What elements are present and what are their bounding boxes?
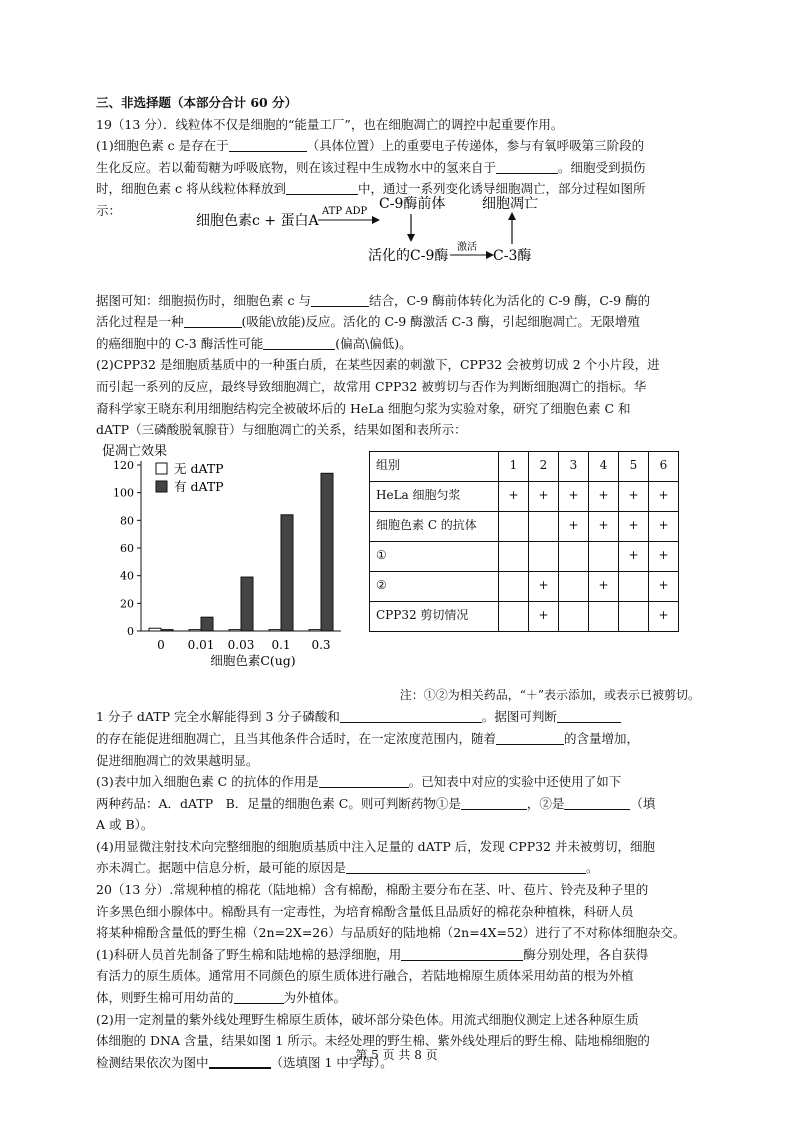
answer-blank[interactable] [229, 137, 307, 152]
y-tick-label: 60 [120, 541, 134, 555]
answer-blank[interactable] [184, 313, 242, 328]
q19-line: 亦未凋亡。据题中信息分析，最可能的原因是 。 [96, 860, 599, 876]
table-cell: + [649, 511, 679, 541]
x-tick-label: 0.3 [311, 637, 331, 652]
table-row [370, 601, 679, 631]
q19-line: 的癌细胞中的 C-3 酶活性可能 (偏高\偏低)。 [96, 335, 412, 351]
q20-line: (1)科研人员首先制备了野生棉和陆地棉的悬浮细胞，用 酶分别处理，各自获得 [96, 946, 649, 962]
table-row [370, 511, 679, 541]
q19-line: (4)用显微注射技术向完整细胞的细胞质基质中注入足量的 dATP 后，发现 CPP32 并未被剪切，细胞 [96, 838, 655, 854]
table-cell: + [619, 481, 649, 511]
chart-ylabel: 促凋亡效果 [102, 443, 168, 459]
q20-line: 体，则野生棉可用幼苗的 为外植体。 [96, 990, 347, 1006]
answer-blank[interactable] [286, 180, 358, 195]
table-cell: 5 [619, 451, 649, 481]
pathway-svg [96, 195, 700, 268]
q19-intro: 19（13 分）．线粒体不仅是细胞的“能量工厂”，也在细胞凋亡的调控中起重要作用。 [96, 116, 564, 132]
answer-blank[interactable] [557, 708, 621, 723]
q19-line: 活化过程是一种 (吸能\放能)反应。活化的 C-9 酶激活 C-3 酶，引起细胞凋亡。无限增殖 [96, 314, 640, 330]
q19-line: 的存在能促进细胞凋亡，且当其他条件合适时，在一定浓度范围内，随着 的含量增加， [96, 730, 640, 746]
y-tick-label: 40 [120, 569, 134, 583]
table-cell: + [559, 511, 589, 541]
answer-blank[interactable] [263, 335, 335, 350]
table-row-label: HeLa 细胞匀浆 [370, 481, 499, 511]
experiment-table [369, 451, 679, 632]
table-cell [559, 541, 589, 571]
q20-intro: 20（13 分）.常规种植的棉花（陆地棉）含有棉酚，棉酚主要分布在茎、叶、苞片、铃壳及种子里的 [96, 882, 649, 898]
q20-line: 有活力的原生质体。通常用不同颜色的原生质体进行融合，若陆地棉原生质体采用幼苗的根为外植 [96, 968, 634, 984]
answer-blank[interactable] [461, 795, 527, 810]
legend-label: 无 dATP [174, 460, 224, 476]
answer-blank[interactable] [311, 292, 369, 307]
table-cell: + [589, 481, 619, 511]
y-tick-label: 100 [113, 486, 134, 500]
q19-line: 而引起一系列的反应，最终导致细胞凋亡，故常用 CPP32 被剪切与否作为判断细胞凋亡的指标。华 [96, 378, 647, 394]
x-tick-label: 0.1 [271, 637, 291, 652]
q19-line: A 或 B）。 [96, 817, 154, 833]
table-row-label: ② [370, 571, 499, 601]
q19-line: 生化反应。若以葡萄糖为呼吸底物，则在该过程中生成物水中的氢来自于 。细胞受到损伤 [96, 159, 646, 175]
q19-line: dATP（三磷酸脱氧腺苷）与细胞凋亡的关系，结果如图和表所示： [96, 422, 467, 438]
answer-blank[interactable] [346, 859, 586, 874]
table-cell [529, 511, 559, 541]
table-cell [619, 571, 649, 601]
bar-with-datp [281, 515, 293, 631]
table-row-label: 组别 [370, 451, 499, 481]
table-cell: + [649, 571, 679, 601]
q20-line: 检测结果依次为图中 （选填图 1 中字母）。 [96, 1054, 393, 1070]
arrow-head [372, 216, 380, 224]
table-cell: + [649, 481, 679, 511]
arrow-head [407, 234, 415, 242]
table-cell: 3 [559, 451, 589, 481]
q19-line: 1 分子 dATP 完全水解能得到 3 分子磷酸和 。据图可判断 [96, 706, 700, 728]
table-cell: 4 [589, 451, 619, 481]
y-tick-label: 0 [127, 624, 134, 638]
q20-line: 将某种棉酚含量低的野生棉（2n=2X=26）与品质好的陆地棉（2n=4X=52）进行了不对称体细胞杂交。 [96, 925, 686, 941]
figure-area [96, 441, 700, 685]
answer-blank[interactable] [340, 708, 482, 723]
pathway-atp: ATP ADP [322, 205, 368, 217]
bar-no-datp [149, 628, 161, 631]
table-header-row [370, 451, 679, 481]
table-row-label: 细胞色素 C 的抗体 [370, 511, 499, 541]
table-cell [529, 541, 559, 571]
table-cell: 1 [499, 451, 529, 481]
y-tick-label: 80 [120, 514, 134, 528]
page-footer: 第 5 页 共 8 页 [355, 1048, 438, 1062]
pathway-apoptosis: 细胞凋亡 [482, 195, 538, 212]
table-cell: + [529, 481, 559, 511]
exam-page [96, 92, 700, 1073]
table-cell: + [559, 481, 589, 511]
answer-blank[interactable] [234, 989, 284, 1004]
table-row-label: ① [370, 541, 499, 571]
section-title: 三、非选择题（本部分合计 60 分） [96, 95, 298, 110]
q19-line: (3)表中加入细胞色素 C 的抗体的作用是 。已知表中对应的实验中还使用了如下 [96, 774, 622, 790]
chart-xlabel: 细胞色素C(ug) [210, 652, 296, 668]
answer-blank[interactable] [564, 795, 630, 810]
table-cell: + [649, 601, 679, 631]
bar-with-datp [241, 577, 253, 631]
pathway-diagram [96, 195, 700, 290]
answer-blank[interactable] [496, 159, 558, 174]
answer-blank[interactable] [401, 946, 523, 961]
x-tick-label: 0.01 [187, 637, 215, 652]
pathway-precursor: C-9酶前体 [379, 195, 446, 212]
y-tick-label: 20 [120, 597, 134, 611]
table-row [370, 571, 679, 601]
table-cell [499, 511, 529, 541]
x-tick-label: 0 [157, 637, 165, 652]
table-cell [499, 601, 529, 631]
q19-line: 裔科学家王晓东利用细胞结构完全被破坏后的 HeLa 细胞匀浆为实验对象，研究了细胞色素 C 和 [96, 400, 631, 416]
table-cell: + [619, 511, 649, 541]
table-row [370, 481, 679, 511]
table-cell: + [529, 601, 559, 631]
pathway-c3: C-3酶 [493, 247, 532, 264]
q19-line: (1)细胞色素 c 是存在于 （具体位置）上的重要电子传递体，参与有氧呼吸第三阶段的 [96, 138, 645, 154]
table-cell: + [619, 541, 649, 571]
q19-line: 示： [96, 202, 122, 218]
bar-no-datp [189, 629, 201, 630]
table-cell: + [589, 511, 619, 541]
table-cell [559, 571, 589, 601]
pathway-left: 细胞色素c + 蛋白A [196, 212, 319, 229]
table-note: 注：①②为相关药品，“＋”表示添加，或表示已被剪切。 [399, 687, 700, 702]
q19-line: 促进细胞凋亡的效果越明显。 [96, 752, 259, 768]
bar-with-datp [201, 617, 213, 631]
bar-chart [96, 441, 356, 685]
legend-label: 有 dATP [174, 478, 224, 494]
table-cell: 2 [529, 451, 559, 481]
table-cell: + [589, 571, 619, 601]
table-cell: 6 [649, 451, 679, 481]
answer-blank[interactable] [496, 730, 564, 745]
table-cell: + [529, 571, 559, 601]
table-row [370, 541, 679, 571]
table-cell: + [499, 481, 529, 511]
table-cell [559, 601, 589, 631]
q19-line: (2)CPP32 是细胞质基质中的一种蛋白质，在某些因素的刺激下，CPP32 会被剪切成 2 个小片段，进 [96, 357, 660, 373]
bar-with-datp [161, 629, 173, 630]
bar-no-datp [269, 629, 281, 630]
table-cell [589, 541, 619, 571]
arrow-head [508, 212, 516, 220]
table-cell [499, 571, 529, 601]
legend-swatch [156, 481, 167, 492]
q20-line: 体细胞的 DNA 含量，结果如图 1 所示。未经处理的野生棉、紫外线处理后的野生棉、陆地棉细胞的 [96, 1033, 650, 1049]
bar-with-datp [321, 473, 333, 631]
answer-blank[interactable] [319, 773, 409, 788]
table-cell: + [649, 541, 679, 571]
q19-line: 两种药品：A．dATP B．足量的细胞色素 C。则可判断药物①是 ，②是 （填 [96, 795, 656, 811]
table-row-label: CPP32 剪切情况 [370, 601, 499, 631]
table-cell [589, 601, 619, 631]
table-cell [619, 601, 649, 631]
pathway-active: 活化的C-9酶 [368, 247, 449, 264]
q20-line: 许多黑色细小腺体中。棉酚具有一定毒性，为培育棉酚含量低且品质好的棉花杂种植株，科研人员 [96, 903, 634, 919]
bar-no-datp [229, 629, 241, 630]
q20-line: (2)用一定剂量的紫外线处理野生棉原生质体，破坏部分染色体。用流式细胞仪测定上述各种原生质 [96, 1011, 639, 1027]
bar-no-datp [309, 629, 321, 630]
q19-line: 时，细胞色素 c 将从线粒体释放到 中，通过一系列变化诱导细胞凋亡，部分过程如图所 [96, 181, 646, 197]
pathway-activate-label: 激活 [457, 241, 477, 253]
legend-swatch [156, 463, 167, 474]
x-tick-label: 0.03 [227, 637, 255, 652]
table-cell [499, 541, 529, 571]
q19-line: 据图可知：细胞损伤时，细胞色素 c 与 结合，C-9 酶前体转化为活化的 C-9 酶，C-9 酶的 [96, 292, 651, 308]
y-tick-label: 120 [113, 458, 134, 472]
